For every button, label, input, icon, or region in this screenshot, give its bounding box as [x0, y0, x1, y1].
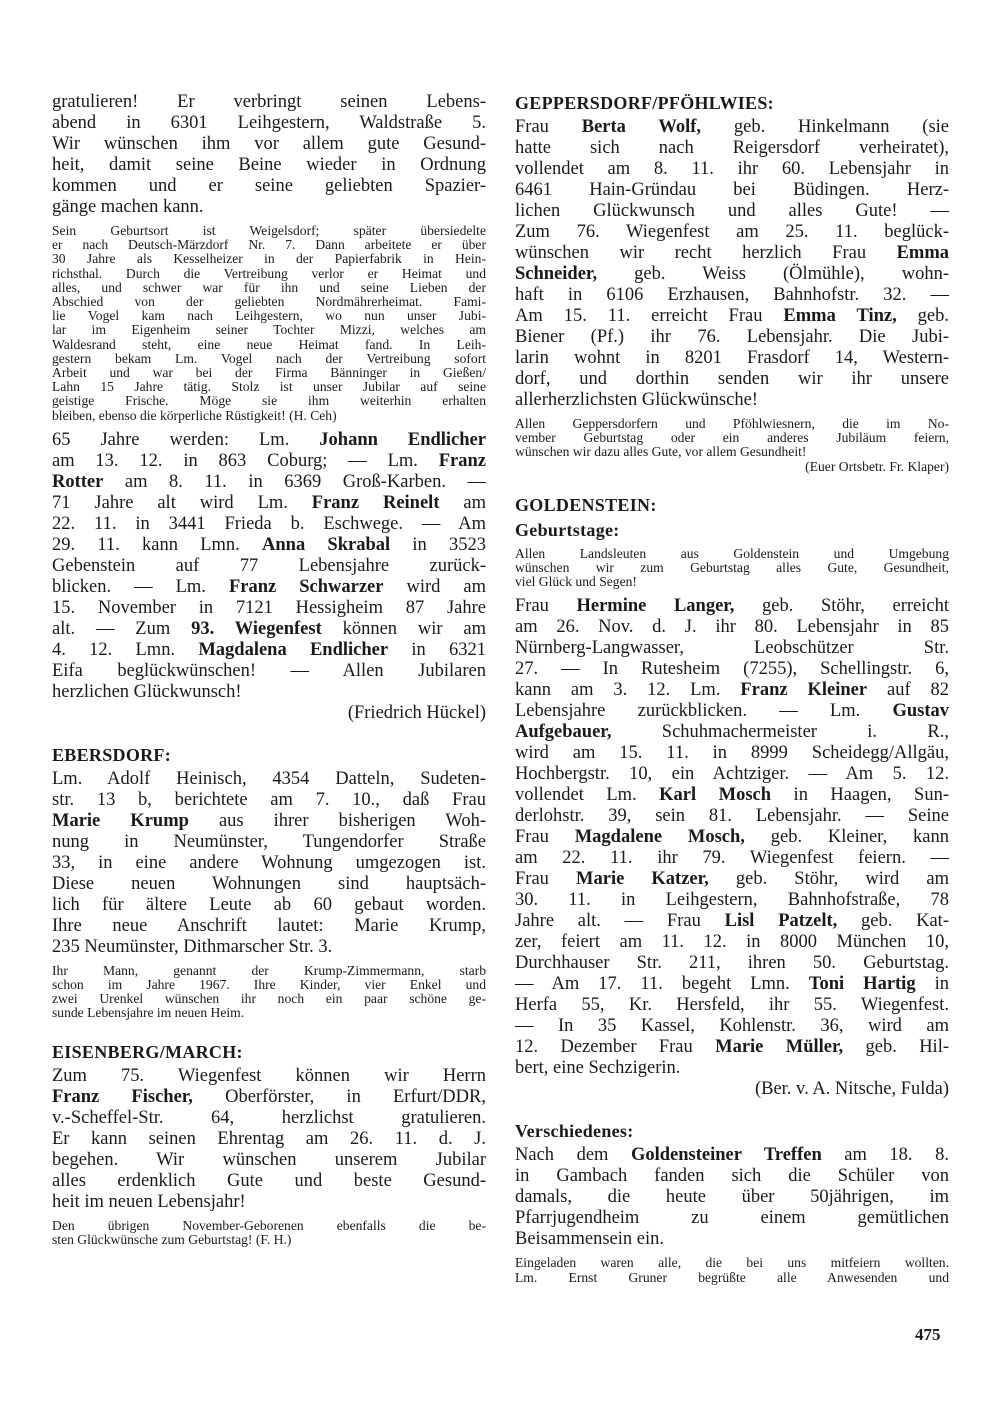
- name-highlight: Anna Skrabal: [262, 534, 391, 555]
- text-line: gänge machen kann.: [52, 197, 204, 217]
- text-line: Den übrigen November-Geborenen ebenfalls die be-: [52, 1217, 486, 1233]
- text-line: am 13. 12. in 863 Coburg; — Lm. Franz: [52, 450, 486, 471]
- text-line: wünschen wir dazu alles Gute, vor allem Gesundheit!: [515, 444, 807, 460]
- text-line: 30. 11. in Leihgestern, Bahnhofstraße, 78: [515, 890, 949, 911]
- text-line: dorf, und dorthin senden wir ihr unsere: [515, 369, 949, 389]
- text-line: wünschen wir zum Geburtstag alles Gute, Gesundheit,: [515, 560, 949, 576]
- text-line: 22. 11. in 3441 Frieda b. Eschwege. — Am: [52, 513, 486, 534]
- text-line: damals, die heute über 50jährigen, im: [515, 1187, 949, 1208]
- small-print-paragraph: [515, 547, 949, 590]
- text-line: lich für ältere Leute ab 60 gebaut worden.: [52, 894, 486, 915]
- text-line: Frau Berta Wolf, geb. Hinkelmann (sie: [515, 117, 949, 137]
- section-heading: Verschiedenes:: [515, 1121, 634, 1142]
- text-line: sunde Lebensjahre im neuen Heim.: [52, 1005, 245, 1021]
- text-line: wünschen wir recht herzlich Frau Emma: [515, 243, 949, 263]
- text-line: Lebensjahre zurückblicken. — Lm. Gustav: [515, 701, 949, 722]
- text-line: blicken. — Lm. Franz Schwarzer wird am: [52, 576, 487, 597]
- name-highlight: 93. Wiegenfest: [191, 618, 322, 639]
- text-line: herzlichen Glückwunsch!: [52, 681, 242, 702]
- name-highlight: Marie Müller,: [715, 1037, 844, 1058]
- text-line: geistige Frische. Möge sie ihm weiterhin erhalten: [52, 393, 486, 409]
- name-highlight: Goldensteiner Treffen: [630, 1145, 822, 1166]
- name-highlight: Karl Mosch: [659, 785, 772, 806]
- text-line: Arbeit und war bei der Firma Bänninger in Gießen/: [52, 365, 486, 381]
- text-line: Sein Geburtsort ist Weigelsdorf; später übersiedelte: [52, 223, 486, 238]
- text-line: schon im Jahre 1967. Ihre Kinder, vier Enkel und: [52, 977, 486, 993]
- name-highlight: Toni Hartig: [808, 974, 916, 995]
- name-highlight: Franz Reinelt: [311, 492, 440, 513]
- text-line: Nach dem Goldensteiner Treffen am 18. 8.: [515, 1145, 949, 1166]
- name-highlight: Emma Tinz,: [783, 306, 897, 326]
- name-highlight: Lisl Patzelt,: [724, 911, 838, 932]
- small-print-paragraph: [52, 1219, 486, 1247]
- text-line: richsthal. Durch die Vertreibung verlor er Heimat und: [52, 265, 486, 281]
- text-line: Diese neuen Wohnungen sind hauptsäch-: [52, 873, 486, 894]
- text-line: Nürnberg-Langwasser, Leobschützer Str.: [515, 638, 949, 659]
- text-line: Gebenstein auf 77 Lebensjahre zurück-: [52, 555, 486, 576]
- author-signature: (Euer Ortsbetr. Fr. Klaper): [805, 458, 949, 474]
- text-line: Zum 76. Wiegenfest am 25. 11. beglück-: [515, 222, 949, 242]
- text-line: gestern bekam Lm. Vogel nach der Vertreibung sofort: [52, 350, 486, 366]
- text-line: alt. — Zum 93. Wiegenfest können wir am: [52, 618, 486, 639]
- text-line: viel Glück und Segen!: [515, 574, 637, 590]
- text-line: sten Glückwünsche zum Geburtstag! (F. H.): [52, 1231, 292, 1247]
- text-line: Frau Marie Katzer, geb. Stöhr, wird am: [515, 869, 949, 890]
- small-print-paragraph: [52, 964, 486, 1021]
- text-line: Lahn 15 Jahre tätig. Stolz ist unser Jubilar auf seine: [52, 379, 486, 395]
- text-line: bert, eine Sechzigerin.: [515, 1058, 681, 1079]
- author-signature: (Ber. v. A. Nitsche, Fulda): [754, 1079, 949, 1100]
- text-line: 27. — In Rutesheim (7255), Schellingstr. 6,: [515, 659, 949, 680]
- text-line: Ihr Mann, genannt der Krump-Zimmermann, starb: [52, 962, 486, 978]
- left-column: [52, 92, 486, 1254]
- text-line: Marie Krump aus ihrer bisherigen Woh-: [52, 810, 486, 831]
- text-line: am 22. 11. ihr 79. Wiegenfest feiern. —: [515, 848, 949, 869]
- text-line: Rotter am 8. 11. in 6369 Groß-Karben. —: [52, 471, 486, 492]
- paragraph: [515, 117, 949, 411]
- name-highlight: Hermine Langer,: [576, 596, 735, 617]
- text-line: nung in Neumünster, Tungendorfer Straße: [52, 831, 486, 852]
- text-line: 235 Neumünster, Dithmarscher Str. 3.: [52, 936, 333, 957]
- text-line: kann am 3. 12. Lm. Franz Kleiner auf 82: [515, 680, 949, 701]
- text-line: Frau Hermine Langer, geb. Stöhr, erreicht: [515, 596, 949, 617]
- text-line: Jahre alt. — Frau Lisl Patzelt, geb. Kat-: [515, 911, 949, 932]
- text-line: Biener (Pf.) ihr 76. Lebensjahr. Die Jubi-: [515, 327, 949, 347]
- text-line: Waldesrand steht, eine neue Heimat fand. In Leih-: [52, 336, 486, 352]
- name-highlight: Franz Fischer,: [52, 1086, 193, 1107]
- text-line: Eingeladen waren alle, die bei uns mitfeiern wollten.: [515, 1255, 949, 1271]
- text-line: in Gambach fanden sich die Schüler von: [515, 1166, 949, 1187]
- paragraph: [515, 1145, 949, 1250]
- text-line: gratulieren! Er verbringt seinen Lebens-: [52, 92, 486, 112]
- text-line: lie Vogel kam nach Leihgestern, wo nun unser Jubi-: [52, 308, 486, 324]
- text-line: Pfarrjugendheim zu einem gemütlichen: [515, 1208, 949, 1229]
- text-line: Frau Magdalene Mosch, geb. Kleiner, kann: [515, 827, 949, 848]
- text-line: 30 Jahre als Kesselheizer in der Papierfabrik in Hein-: [52, 251, 486, 267]
- text-line: Durchhauser Str. 211, ihren 50. Geburtstag.: [515, 953, 949, 974]
- text-line: 4. 12. Lmn. Magdalena Endlicher in 6321: [52, 639, 486, 660]
- text-line: 71 Jahre alt wird Lm. Franz Reinelt am: [52, 492, 486, 513]
- name-highlight: Magdalene Mosch,: [574, 827, 745, 848]
- name-highlight: Marie Katzer,: [576, 869, 709, 890]
- text-line: Schneider, geb. Weiss (Ölmühle), wohn-: [515, 264, 949, 284]
- paragraph: [52, 92, 486, 218]
- section-heading: GOLDENSTEIN:: [515, 494, 657, 515]
- text-line: kommen und er seine geliebten Spazier-: [52, 176, 486, 196]
- text-line: am 26. Nov. d. J. ihr 80. Lebensjahr in 85: [515, 617, 949, 638]
- name-highlight: Aufgebauer,: [515, 722, 612, 743]
- name-highlight: Gustav: [892, 701, 949, 722]
- text-line: Allen Geppersdorfern und Pföhlwiesnern, die im No-: [515, 416, 949, 431]
- text-line: str. 13 b, berichtete am 7. 10., daß Frau: [52, 789, 486, 810]
- text-line: 12. Dezember Frau Marie Müller, geb. Hil-: [515, 1037, 949, 1058]
- text-line: Franz Fischer, Oberförster, in Erfurt/DDR,: [52, 1086, 486, 1107]
- text-line: hatte sich nach Reigersdorf verheiratet),: [515, 138, 949, 158]
- text-line: abend in 6301 Leihgestern, Waldstraße 5.: [52, 113, 486, 133]
- text-line: lichen Glückwunsch und alles Gute! —: [515, 201, 949, 221]
- text-line: Herfa 55, Kr. Hersfeld, ihr 55. Wiegenfest.: [515, 995, 949, 1016]
- text-line: Am 15. 11. erreicht Frau Emma Tinz, geb.: [515, 306, 949, 326]
- text-line: zer, feiert am 11. 12. in 8000 München 10,: [515, 932, 949, 953]
- text-line: derlohstr. 39, sein 81. Lebensjahr. — Seine: [515, 806, 949, 827]
- name-highlight: Franz: [438, 450, 486, 471]
- small-print-paragraph: [52, 224, 486, 423]
- text-line: zwei Urenkel wünschen ihr noch ein paar schöne ge-: [52, 991, 486, 1007]
- text-line: wird am 15. 11. in 8999 Scheidegg/Allgäu,: [515, 743, 949, 764]
- text-line: Er kann seinen Ehrentag am 26. 11. d. J.: [52, 1128, 486, 1149]
- section-heading: GEPPERSDORF/PFÖHLWIES:: [515, 93, 774, 113]
- text-line: — Am 17. 11. begeht Lmn. Toni Hartig in: [515, 974, 949, 995]
- name-highlight: Magdalena Endlicher: [198, 639, 389, 660]
- text-line: 33, in eine andere Wohnung umgezogen ist.: [52, 852, 486, 873]
- paragraph: [52, 430, 486, 724]
- name-highlight: Marie Krump: [52, 810, 189, 831]
- text-line: — In 35 Kassel, Kohlenstr. 36, wird am: [515, 1016, 949, 1037]
- paragraph: [515, 596, 949, 1100]
- text-line: 15. November in 7121 Hessigheim 87 Jahre: [52, 597, 486, 618]
- text-line: heit, damit seine Beine wieder in Ordnung: [52, 155, 486, 175]
- text-line: Allen Landsleuten aus Goldenstein und Umgebung: [515, 545, 949, 561]
- name-highlight: Rotter: [52, 471, 104, 492]
- text-line: alles erdenklich Gute und beste Gesund-: [52, 1170, 486, 1191]
- section-heading: EBERSDORF:: [52, 744, 172, 765]
- text-line: alles, und schwer war für ihn und seine Lieben der: [52, 279, 486, 295]
- name-highlight: Berta Wolf,: [581, 117, 702, 137]
- name-highlight: Johann Endlicher: [319, 429, 486, 450]
- text-line: 6461 Hain-Gründau bei Büdingen. Herz-: [515, 180, 949, 200]
- text-line: Eifa beglückwünschen! — Allen Jubilaren: [52, 660, 486, 681]
- text-line: vollendet Lm. Karl Mosch in Haagen, Sun-: [515, 785, 949, 806]
- text-line: begehen. Wir wünschen unserem Jubilar: [52, 1149, 486, 1170]
- right-column: [515, 92, 949, 1292]
- paragraph: [52, 1066, 486, 1213]
- text-line: heit im neuen Lebensjahr!: [52, 1191, 246, 1212]
- small-print-paragraph: [515, 1256, 949, 1284]
- name-highlight: Emma: [896, 243, 949, 263]
- text-line: Lm. Adolf Heinisch, 4354 Datteln, Sudeten-: [52, 768, 486, 789]
- text-line: haft in 6106 Erzhausen, Bahnhofstr. 32. —: [515, 285, 949, 305]
- name-highlight: Schneider,: [515, 264, 598, 284]
- page-number: 475: [915, 1325, 941, 1344]
- text-line: larin wohnt in 8201 Frasdorf 14, Western-: [515, 348, 949, 368]
- text-line: Abschied von der geliebten Nordmährerheimat. Fami-: [52, 294, 486, 310]
- text-line: Aufgebauer, Schuhmachermeister i. R.,: [515, 722, 949, 743]
- text-line: vollendet am 8. 11. ihr 60. Lebensjahr in: [515, 159, 949, 179]
- section-heading: Geburtstage:: [515, 519, 620, 540]
- text-line: er nach Deutsch-Märzdorf Nr. 7. Dann arbeitete er über: [52, 237, 486, 253]
- text-line: Beisammensein ein.: [515, 1229, 664, 1250]
- name-highlight: Franz Kleiner: [740, 680, 868, 701]
- text-line: lar im Eigenheim seiner Tochter Mizzi, welches am: [52, 322, 486, 338]
- text-line: Lm. Ernst Gruner begrüßte alle Anwesenden und: [515, 1269, 949, 1285]
- text-line: Zum 75. Wiegenfest können wir Herrn: [52, 1065, 486, 1086]
- name-highlight: Franz Schwarzer: [228, 576, 384, 597]
- text-line: v.-Scheffel-Str. 64, herzlichst gratulieren.: [52, 1107, 486, 1128]
- text-line: 29. 11. kann Lmn. Anna Skrabal in 3523: [52, 534, 487, 555]
- section-heading: EISENBERG/MARCH:: [52, 1041, 243, 1062]
- text-line: allerherzlichsten Glückwünsche!: [515, 390, 758, 410]
- paragraph: [52, 769, 486, 958]
- text-line: Ihre neue Anschrift lautet: Marie Krump,: [52, 915, 486, 936]
- text-line: 65 Jahre werden: Lm. Johann Endlicher: [52, 429, 486, 450]
- text-line: Hochbergstr. 10, ein Achtziger. — Am 5. 12.: [515, 764, 949, 785]
- small-print-paragraph: [515, 417, 949, 474]
- text-line: Wir wünschen ihm vor allem gute Gesund-: [52, 134, 486, 154]
- author-signature: (Friedrich Hückel): [347, 702, 486, 723]
- text-line: vember Geburtstag oder ein anderes Jubiläum feiern,: [515, 430, 949, 446]
- text-line: bleiben, ebenso die körperliche Rüstigkeit! (H. Ceh): [52, 407, 337, 423]
